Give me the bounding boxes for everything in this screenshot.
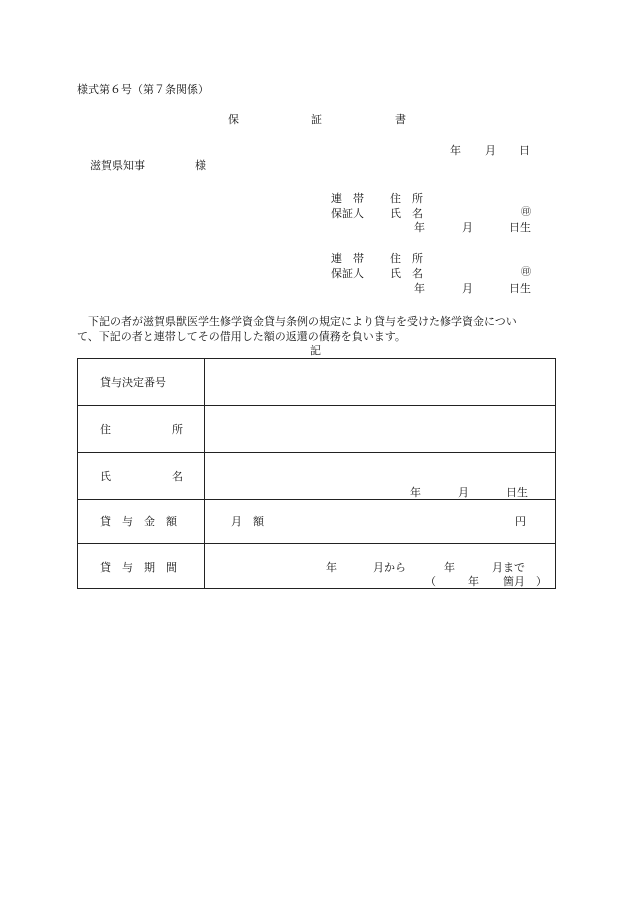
- name-label-b: 名: [172, 470, 183, 483]
- addressee-honorific: 様: [195, 159, 206, 172]
- guarantor-1-hoshonin: 保証人: [331, 207, 364, 220]
- period-from-month: 月から: [373, 561, 406, 574]
- date-year: 年: [450, 144, 461, 157]
- address-label-cell: [78, 406, 205, 453]
- loan-decision-number-field[interactable]: [205, 359, 556, 406]
- guarantor-1-birth-month: 月: [462, 221, 473, 234]
- table-row: [78, 500, 556, 544]
- guarantor-2-seal: ㊞: [521, 267, 531, 278]
- guarantor-1-birth-day: 日生: [509, 221, 531, 234]
- student-birth-day: 日生: [506, 486, 528, 499]
- student-birth-month: 月: [458, 486, 469, 499]
- table-row: [78, 453, 556, 500]
- guarantor-1-seal: ㊞: [521, 207, 531, 218]
- period-to-year: 年: [444, 561, 455, 574]
- name-label-a: 氏: [100, 470, 111, 483]
- guarantor-1-rentai: 連 帯: [331, 192, 364, 205]
- loan-decision-number-label: 貸与決定番号: [100, 376, 166, 389]
- table-row: [78, 544, 556, 589]
- guarantor-2-hoshonin: 保証人: [331, 267, 364, 280]
- loan-decision-number-label-cell: [78, 359, 205, 406]
- table-row: [78, 359, 556, 406]
- loan-amount-label: 貸 与 金 額: [100, 515, 177, 528]
- total-paren-close: ）: [536, 575, 547, 588]
- monthly-amount-label: 月 額: [231, 515, 264, 528]
- address-label-a: 住: [100, 423, 111, 436]
- guarantor-2-name-label: 氏 名: [390, 267, 423, 280]
- loan-details-table: [77, 358, 556, 589]
- guarantor-2-birth-year: 年: [414, 282, 425, 295]
- guarantor-1-name-label: 氏 名: [390, 207, 423, 220]
- date-day: 日: [519, 144, 530, 157]
- total-months: 箇月: [503, 575, 525, 588]
- name-label-cell: [78, 453, 205, 500]
- statement-line-1: 下記の者が滋賀県獣医学生修学資金貸与条例の規定により貸与を受けた修学資金につい: [88, 315, 517, 328]
- table-row: [78, 406, 556, 453]
- title-char-1: 保: [228, 113, 239, 126]
- yen-label: 円: [515, 515, 526, 528]
- title-char-3: 書: [395, 113, 406, 126]
- address-field[interactable]: [205, 406, 556, 453]
- student-birth-year: 年: [410, 486, 421, 499]
- addressee-name: 滋賀県知事: [90, 159, 145, 172]
- title-char-2: 証: [311, 113, 322, 126]
- loan-period-label-cell: [78, 544, 205, 589]
- total-year: 年: [468, 575, 479, 588]
- guarantor-2-birth-month: 月: [462, 282, 473, 295]
- period-from-year: 年: [326, 561, 337, 574]
- loan-period-label: 貸 与 期 間: [100, 561, 177, 574]
- loan-amount-field[interactable]: [205, 500, 556, 544]
- period-to-month: 月まで: [492, 561, 525, 574]
- statement-line-2: て、下記の者と連帯してその借用した額の返還の債務を負います。: [77, 330, 406, 343]
- name-field[interactable]: [205, 453, 556, 500]
- guarantor-1-birth-year: 年: [414, 221, 425, 234]
- ki-label: 記: [310, 344, 321, 357]
- guarantor-2-rentai: 連 帯: [331, 252, 364, 265]
- guarantor-2-birth-day: 日生: [509, 282, 531, 295]
- loan-period-field[interactable]: [205, 544, 556, 589]
- address-label-b: 所: [172, 423, 183, 436]
- form-number: 様式第６号（第７条関係）: [77, 83, 209, 96]
- date-month: 月: [485, 144, 496, 157]
- total-paren-open: （: [425, 575, 436, 588]
- loan-amount-label-cell: [78, 500, 205, 544]
- guarantor-2-address-label: 住 所: [390, 252, 423, 265]
- guarantor-1-address-label: 住 所: [390, 192, 423, 205]
